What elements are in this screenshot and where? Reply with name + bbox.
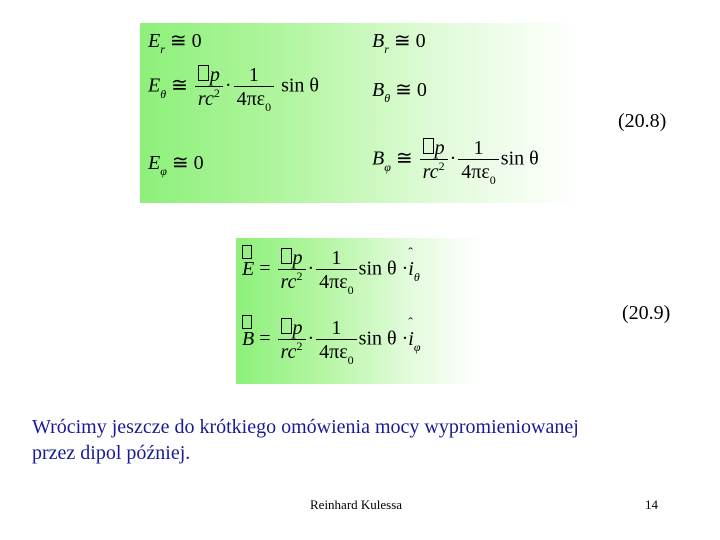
missing-glyph-icon <box>198 65 209 81</box>
body-paragraph <box>32 414 579 466</box>
equation-block-20-9 <box>236 238 483 384</box>
missing-glyph-icon <box>423 138 434 154</box>
page-number: 14 <box>645 497 658 512</box>
equation-b-r: $B_r$ ≅ 0 <box>372 30 426 56</box>
missing-glyph-icon <box>281 318 292 334</box>
equation-number-20-9: (20.9) <box>622 302 671 324</box>
missing-glyph-icon <box>242 315 252 329</box>
missing-glyph-icon <box>281 248 292 264</box>
equation-e-phi: $E_\varphi$ ≅ 0 <box>148 152 204 178</box>
equation-b-vector: B = $\frac{p}{rc^2}$ · $\frac{1}{4\pi\varepsilon_0}$ sin θ · ˆ $i_\varphi$ <box>242 315 421 367</box>
equation-e-theta: $E_\theta$ ≅ $\frac{p}{rc^2}$ · $\frac{1}{4\pi\varepsilon_0}$ sin θ <box>148 64 319 114</box>
equation-number-20-8: (20.8) <box>618 110 667 132</box>
paragraph-line-2: przez dipol później. <box>32 442 191 464</box>
equation-e-r: $E_r$ ≅ 0 <box>148 30 202 56</box>
equation-b-theta: $B_\theta$ ≅ 0 <box>372 79 427 105</box>
missing-glyph-icon <box>242 245 252 259</box>
paragraph-line-1: Wrócimy jeszcze do krótkiego omówienia mocy wypromieniowanej <box>32 416 579 438</box>
equation-b-phi: $B_\varphi$ ≅ $\frac{p}{rc^2}$ · $\frac{1}{4\pi\varepsilon_0}$ sin θ <box>372 137 539 187</box>
equation-e-vector: E = $\frac{p}{rc^2}$ · $\frac{1}{4\pi\varepsilon_0}$ sin θ · ˆ $i_\theta$ <box>242 245 420 297</box>
equation-block-20-8 <box>140 23 580 203</box>
footer-author: Reinhard Kulessa <box>310 497 403 512</box>
